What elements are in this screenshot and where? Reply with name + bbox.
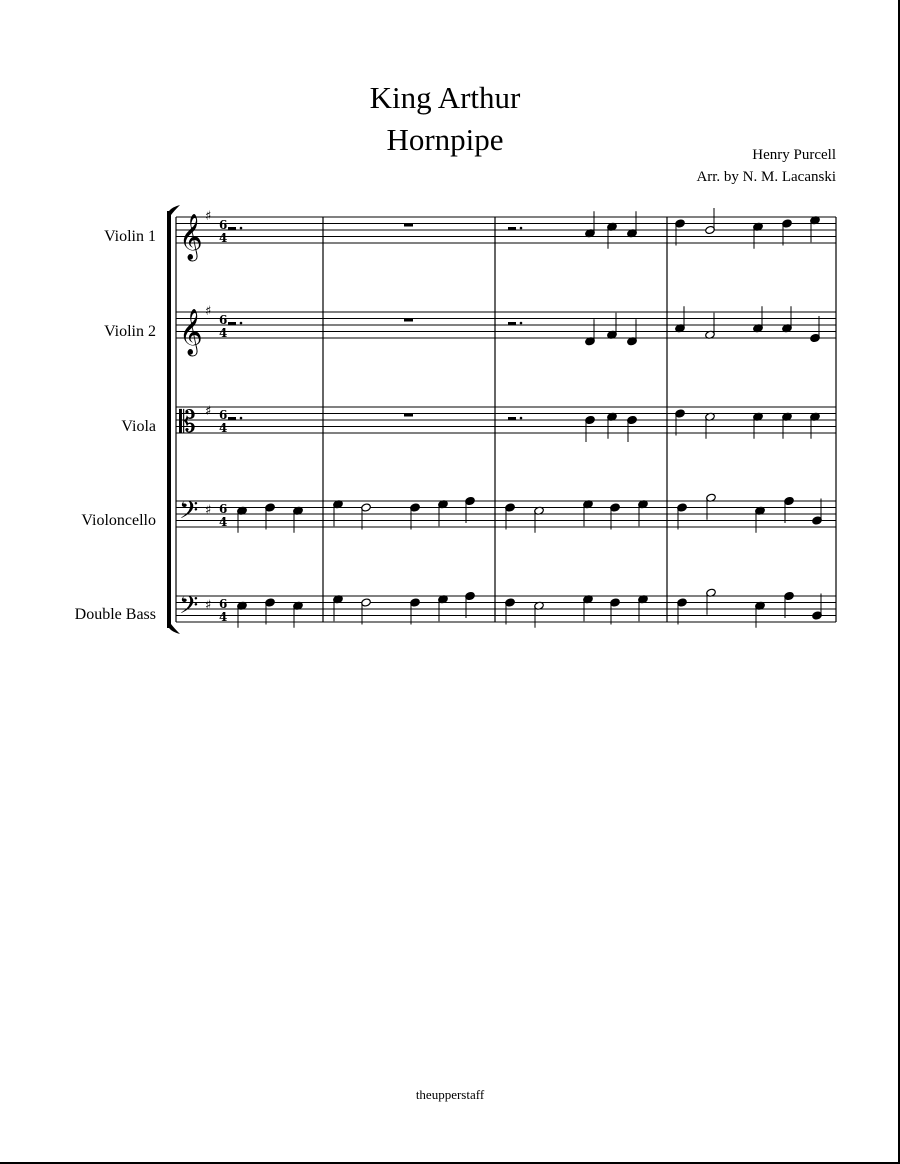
bracket: [167, 211, 171, 628]
half-rest: [228, 322, 236, 325]
instrument-label-violin2: Violin 2: [104, 323, 156, 340]
rest-dot: [520, 322, 523, 325]
time-signature-top: 6: [219, 313, 228, 327]
treble-clef-icon: 𝄞: [179, 214, 203, 260]
rest-dot: [240, 322, 243, 325]
rest-dot: [520, 227, 523, 230]
time-signature-top: 6: [219, 502, 228, 516]
instrument-label-violin1: Violin 1: [104, 228, 156, 245]
whole-rest: [404, 224, 413, 227]
instrument-label-viola: Viola: [121, 418, 156, 435]
alto-clef-icon: 𝄡: [179, 405, 196, 440]
time-signature-bottom: 4: [219, 421, 228, 435]
instrument-label-double-bass: Double Bass: [74, 606, 156, 623]
time-signature-bottom: 4: [219, 515, 228, 529]
key-signature-sharp: ♯: [205, 209, 212, 224]
rest-dot: [520, 417, 523, 420]
key-signature-sharp: ♯: [205, 304, 212, 319]
half-rest: [508, 417, 516, 420]
half-rest: [228, 227, 236, 230]
key-signature-sharp: ♯: [205, 598, 212, 613]
subtitle: Hornpipe: [386, 122, 504, 157]
bass-clef-icon: 𝄢: [179, 591, 199, 626]
composer: Henry Purcell: [752, 147, 836, 163]
half-rest: [508, 227, 516, 230]
treble-clef-icon: 𝄞: [179, 309, 203, 355]
key-signature-sharp: ♯: [205, 404, 212, 419]
time-signature-bottom: 4: [219, 231, 228, 245]
footer: theupperstaff: [415, 1087, 485, 1102]
whole-rest: [404, 319, 413, 322]
bass-clef-icon: 𝄢: [179, 496, 199, 531]
rest-dot: [240, 227, 243, 230]
time-signature-top: 6: [219, 597, 228, 611]
rest-dot: [240, 417, 243, 420]
half-rest: [508, 322, 516, 325]
time-signature-bottom: 4: [219, 326, 228, 340]
half-rest: [228, 417, 236, 420]
title: King Arthur: [369, 80, 521, 115]
time-signature-bottom: 4: [219, 610, 228, 624]
time-signature-top: 6: [219, 408, 228, 422]
whole-rest: [404, 414, 413, 417]
arranger: Arr. by N. M. Lacanski: [696, 169, 836, 185]
key-signature-sharp: ♯: [205, 503, 212, 518]
time-signature-top: 6: [219, 218, 228, 232]
instrument-label-violoncello: Violoncello: [81, 512, 156, 529]
